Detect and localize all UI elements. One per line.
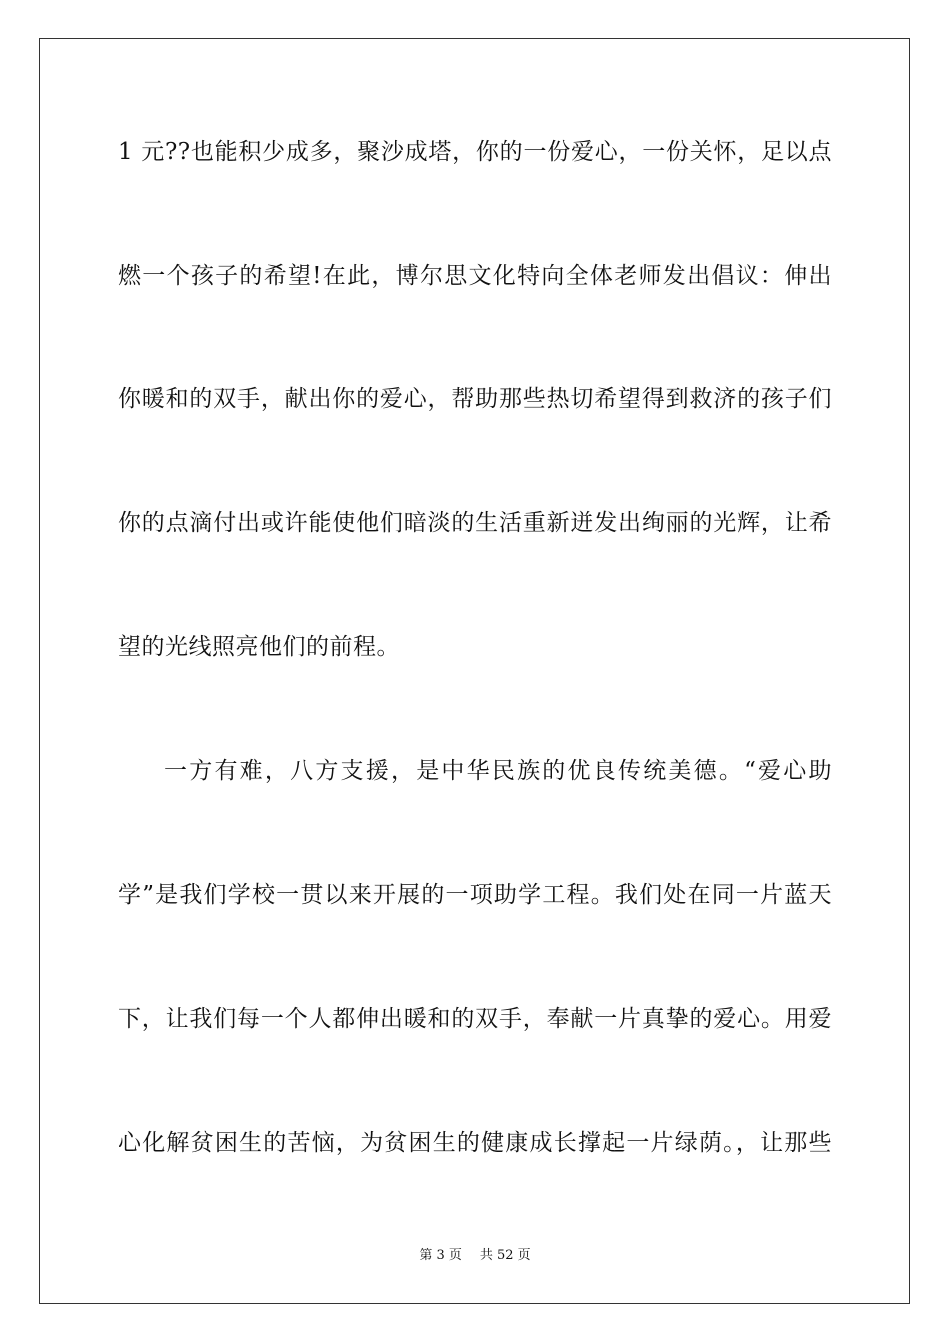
body-line-6: 一方有难，八方支援，是中华民族的优良传统美德。“爱心助 <box>164 758 832 784</box>
page-footer <box>0 1247 950 1265</box>
body-line-8: 下，让我们每一个人都伸出暖和的双手，奉献一片真挚的爱心。用爱 <box>118 1006 832 1032</box>
body-line-7: 学”是我们学校一贯以来开展的一项助学工程。我们处在同一片蓝天 <box>118 882 832 908</box>
body-line-4: 你的点滴付出或许能使他们暗淡的生活重新迸发出绚丽的光辉，让希 <box>118 510 832 536</box>
body-line-9: 心化解贫困生的苦恼，为贫困生的健康成长撑起一片绿荫。，让那些 <box>118 1130 832 1156</box>
body-line-2: 燃一个孩子的希望!在此，博尔思文化特向全体老师发出倡议：伸出 <box>118 263 832 289</box>
page-border <box>39 38 910 1304</box>
body-line-3: 你暖和的双手，献出你的爱心，帮助那些热切希望得到救济的孩子们 <box>118 386 832 412</box>
page-number: 第 3 页 <box>419 1248 462 1263</box>
body-line-1: 1 元??也能积少成多，聚沙成塔，你的一份爱心，一份关怀，足以点 <box>118 139 832 165</box>
body-line-5: 望的光线照亮他们的前程。 <box>118 634 400 660</box>
total-pages: 共 52 页 <box>479 1248 531 1263</box>
